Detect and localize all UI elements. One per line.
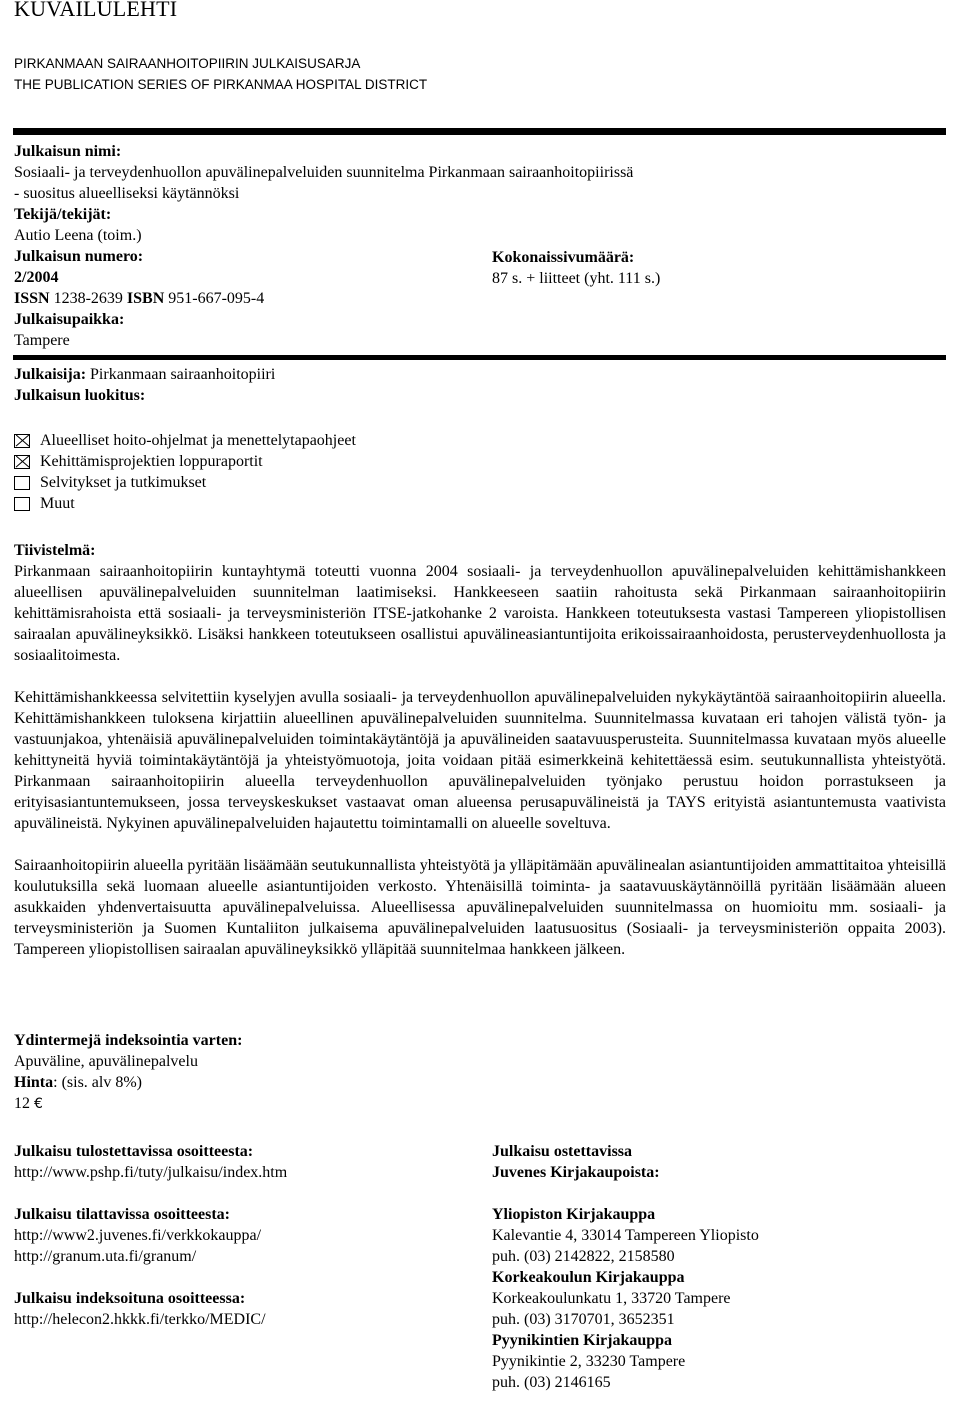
publisher-block	[14, 364, 275, 406]
price-note: : (sis. alv 8%)	[53, 1074, 142, 1091]
shop-address: Kalevantie 4, 33014 Tampereen Yliopisto	[492, 1227, 759, 1244]
classification-item-label: Selvitykset ja tutkimukset	[40, 474, 207, 491]
issn-isbn-line	[14, 288, 754, 309]
checkbox-icon[interactable]	[14, 476, 30, 490]
place-label: Julkaisupaikka:	[14, 311, 125, 328]
index-label: Julkaisu indeksoituna osoitteessa:	[14, 1290, 246, 1307]
issn-value: 1238-2639	[53, 290, 123, 307]
checkbox-icon[interactable]	[14, 434, 30, 448]
print-label: Julkaisu tulostettavissa osoitteesta:	[14, 1143, 254, 1160]
number-label: Julkaisun numero:	[14, 248, 144, 265]
keywords-value: Apuväline, apuvälinepalvelu	[14, 1053, 198, 1070]
price-line	[14, 1072, 614, 1093]
authors-value: Autio Leena (toim.)	[14, 227, 142, 244]
pages-label: Kokonaissivumäärä:	[492, 249, 635, 266]
index-url-link[interactable]: http://helecon2.hkkk.fi/terkko/MEDIC/	[14, 1311, 266, 1328]
publication-name-line2: - suositus alueelliseksi käytännöksi	[14, 185, 240, 202]
classification-item-label: Alueelliset hoito-ohjelmat ja menettelytapaohjeet	[40, 432, 356, 449]
shop-address: Pyynikintie 2, 33230 Tampere	[492, 1353, 686, 1370]
shops-label: Julkaisu ostettavissa	[492, 1143, 633, 1160]
publisher-value: Pirkanmaan sairaanhoitopiiri	[90, 366, 276, 383]
abstract-label: Tiivistelmä:	[14, 542, 96, 559]
order-label: Julkaisu tilattavissa osoitteesta:	[14, 1206, 230, 1223]
classification-item	[14, 451, 356, 472]
top-divider	[13, 128, 946, 135]
page-title: KUVAILULEHTI	[14, 0, 178, 21]
abstract-paragraph: Kehittämishankkeessa selvitettiin kyselyjen avulla sosiaali- ja terveydenhuollon apuvälinepalveluiden nykykäytäntöä sairaanhoitopiirin alueella. Kehittämishankkeen tuloksena kirjattiin alueellinen apuvälinepalveluiden suunnitelma. Suunnitelmassa kuvataan eri tahojen välistä työn- ja vastuunjakoa, yhtenäisiä apuvälinepalveluiden toimintakäytäntöjä ja apuvälineiden saatavuusperusteita. Suunnitelmassa kuvataan myös alueelle kehittyneitä hyviä toimintakäytäntöjä ja yhteistyömuotoja, joita voidaan pitää esimerkkeinä kehitettäessä esim. seutukunnallista yhteistyötä. Pirkanmaan sairaanhoitopiirin alueella terveydenhuollon apuvälinepalveluiden työnjako perustuu hoidon porrastukseen ja erityisasiantuntemukseen, jossa terveyskeskukset vastaavat oman alueensa perusapuvälineistä ja TAYS erityistä asiantuntemusta vaativista apuvälineistä. Nykyinen apuvälinepalveluiden hajautettu toimintamalli on alueelle soveltuva.	[14, 689, 946, 832]
page-count	[492, 247, 660, 289]
isbn-value: 951-667-095-4	[168, 290, 265, 307]
shop-address: Korkeakoulunkatu 1, 33720 Tampere	[492, 1290, 731, 1307]
addresses-block	[14, 1141, 474, 1330]
publication-meta	[14, 141, 754, 351]
publication-series	[14, 53, 427, 95]
checkbox-icon[interactable]	[14, 497, 30, 511]
shops-label: Juvenes Kirjakaupoista:	[492, 1164, 660, 1181]
shop-phone: puh. (03) 2142822, 2158580	[492, 1248, 675, 1265]
publisher-line	[14, 364, 275, 385]
shop-name: Pyynikintien Kirjakauppa	[492, 1332, 673, 1349]
middle-divider	[13, 355, 946, 360]
keywords-label: Ydintermejä indeksointia varten:	[14, 1032, 243, 1049]
publisher-label: Julkaisija:	[14, 366, 87, 383]
pages-value: 87 s. + liitteet (yht. 111 s.)	[492, 270, 661, 287]
order-url-link[interactable]: http://granum.uta.fi/granum/	[14, 1248, 197, 1265]
series-name-en: THE PUBLICATION SERIES OF PIRKANMAA HOSPITAL DISTRICT	[14, 77, 428, 92]
shop-phone: puh. (03) 3170701, 3652351	[492, 1311, 675, 1328]
order-url-link[interactable]: http://www2.juvenes.fi/verkkokauppa/	[14, 1227, 262, 1244]
classification-list	[14, 430, 356, 514]
euro-icon: €	[34, 1096, 43, 1112]
checkbox-icon[interactable]	[14, 455, 30, 469]
classification-item	[14, 493, 356, 514]
abstract-paragraph: Sairaanhoitopiirin alueella pyritään lisäämään seutukunnallista yhteistyötä ja ylläpitämään apuvälinealan asiantuntijoiden ammattitaitoa yhteisillä koulutuksilla sekä luomaan alueelle asiantuntijoiden verkosto. Yhtenäisillä toiminta- ja saatavuuskäytännöillä pyritään lisäämään alueen asukkaiden yhdenvertaisuutta apuvälinepalveluissa. Alueellisessa apuvälinepalveluiden suunnitelmassa on huomioitu mm. sosiaali- ja terveysministeriön ja Suomen Kuntaliiton julkaisema apuvälinepalveluiden laatusuositus (Sosiaali- ja terveysministeriön oppaita 2003). Tampereen yliopistollisen sairaalan apuvälineyksikkö ylläpitää suunnitelmaa hankkeen jälkeen.	[14, 857, 946, 958]
place-value: Tampere	[14, 332, 70, 349]
abstract	[14, 540, 946, 960]
shop-name: Korkeakoulun Kirjakauppa	[492, 1269, 685, 1286]
price-value: 12	[14, 1095, 30, 1112]
abstract-paragraph: Pirkanmaan sairaanhoitopiirin kuntayhtymä toteutti vuonna 2004 sosiaali- ja terveydenhuollon apuvälinepalveluiden kehittämishankkeen alueellisen apuvälinepalveluiden suunnitelman laatimiseksi. Hankkeeseen saatiin rahoitusta sekä Pirkanmaan sairaanhoitopiirin kehittämisrahoista että sosiaali- ja terveysministeriön ITSE-jatkohanke 2 varoista. Hankkeen toteutuksesta vastasi Tampereen yliopistollisen sairaalan apuvälineyksikkö. Lisäksi hankkeen toteutukseen osallistui apuvälineasiantuntijoita erikoissairaanhoidosta, perusterveydenhuollosta ja sosiaalitoimesta.	[14, 563, 946, 664]
publication-name-line1: Sosiaali- ja terveydenhuollon apuvälinepalveluiden suunnitelma Pirkanmaan sairaanhoitopiirissä	[14, 164, 634, 181]
price-label: Hinta	[14, 1074, 54, 1091]
authors-label: Tekijä/tekijät:	[14, 206, 112, 223]
series-name-fi: PIRKANMAAN SAIRAANHOITOPIIRIN JULKAISUSARJA	[14, 56, 361, 71]
classification-item	[14, 472, 356, 493]
classification-label: Julkaisun luokitus:	[14, 387, 146, 404]
classification-item-label: Muut	[40, 495, 75, 512]
name-label: Julkaisun nimi:	[14, 143, 122, 160]
isbn-label: ISBN	[126, 290, 165, 307]
keywords-block	[14, 1030, 614, 1115]
bookshops-block	[492, 1141, 942, 1393]
number-value: 2/2004	[14, 269, 59, 286]
shop-phone: puh. (03) 2146165	[492, 1374, 611, 1391]
shop-name: Yliopiston Kirjakauppa	[492, 1206, 656, 1223]
classification-item	[14, 430, 356, 451]
print-url-link[interactable]: http://www.pshp.fi/tuty/julkaisu/index.htm	[14, 1164, 288, 1181]
issn-label: ISSN	[14, 290, 50, 307]
classification-item-label: Kehittämisprojektien loppuraportit	[40, 453, 263, 470]
price-value-line	[14, 1093, 614, 1115]
